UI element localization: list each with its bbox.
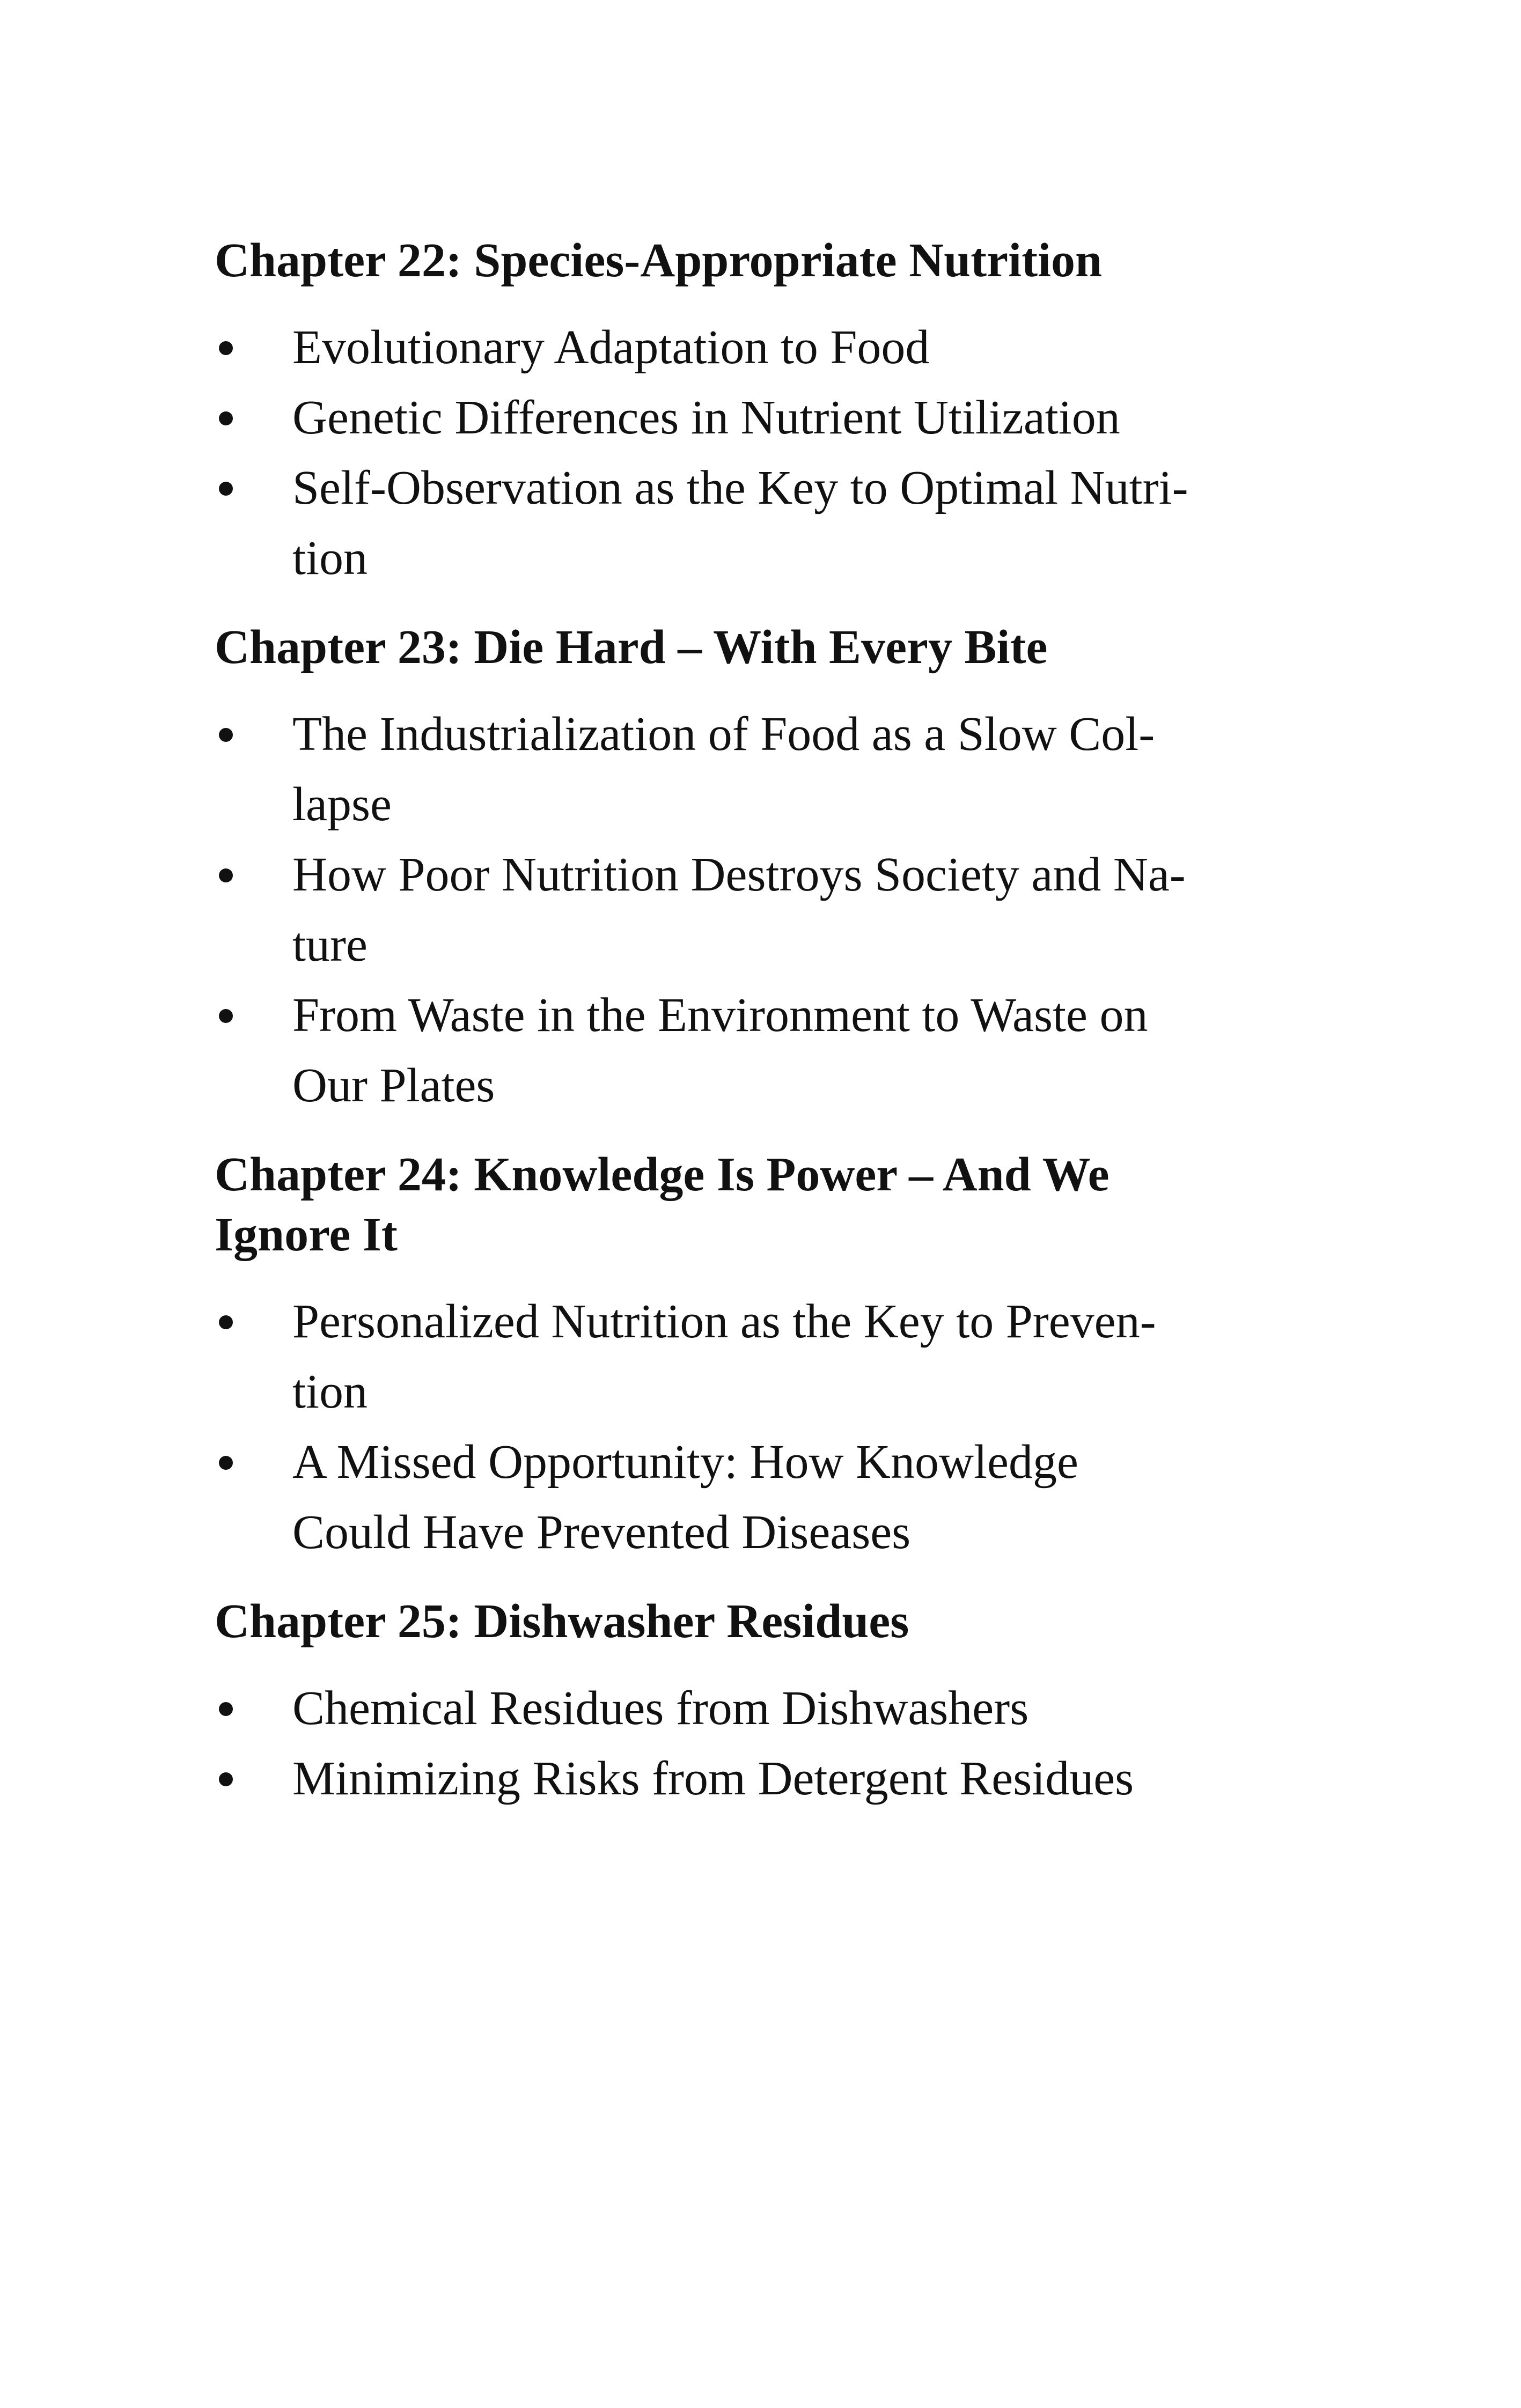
chapter-heading-line: Chapter 24: Knowledge Is Power – And We [215, 1148, 1109, 1201]
chapter-23-topic-list [215, 699, 1293, 1121]
topic-list-item [215, 382, 1293, 453]
topic-line: Personalized Nutrition as the Key to Preven- [292, 1295, 1156, 1348]
bullet-icon [219, 728, 233, 742]
topic-list-item [215, 1743, 1293, 1814]
chapter-24-topic-list [215, 1286, 1293, 1567]
topic-line: A Missed Opportunity: How Knowledge [292, 1435, 1078, 1489]
bullet-icon [219, 411, 233, 425]
chapter-heading-line: Chapter 22: Species-Appropriate Nutrition [215, 234, 1103, 287]
topic-line: Self-Observation as the Key to Optimal Nutri- [292, 461, 1188, 514]
topic-list-item [215, 1673, 1293, 1743]
bullet-icon [219, 1009, 233, 1023]
chapter-25-section [215, 1592, 1293, 1814]
topic-list-item [215, 840, 1293, 980]
bullet-icon [219, 1315, 233, 1329]
chapter-25-heading [215, 1592, 1293, 1652]
chapter-24-section [215, 1145, 1293, 1567]
chapter-23-heading [215, 617, 1293, 678]
topic-line: Evolutionary Adaptation to Food [292, 321, 930, 374]
topic-line: Chemical Residues from Dishwashers [292, 1682, 1029, 1735]
topic-line: tion [292, 532, 368, 585]
topic-list-item [215, 699, 1293, 840]
chapter-22-section [215, 231, 1293, 593]
topic-line: How Poor Nutrition Destroys Society and Na- [292, 848, 1186, 901]
topic-list-item [215, 453, 1293, 593]
topic-list-item [215, 1427, 1293, 1567]
bullet-icon [219, 482, 233, 496]
topic-line: From Waste in the Environment to Waste on [292, 989, 1148, 1042]
topic-line: ture [292, 918, 368, 971]
topic-line: Minimizing Risks from Detergent Residues [292, 1752, 1134, 1805]
topic-line: lapse [292, 778, 392, 831]
chapter-23-section [215, 617, 1293, 1121]
bullet-icon [219, 868, 233, 882]
bullet-icon [219, 1702, 233, 1716]
chapter-22-topic-list [215, 312, 1293, 593]
chapter-heading-line: Chapter 25: Dishwasher Residues [215, 1595, 909, 1648]
topic-line: Could Have Prevented Diseases [292, 1506, 911, 1559]
topic-line: The Industrialization of Food as a Slow Col- [292, 708, 1155, 761]
chapter-24-heading [215, 1145, 1293, 1265]
topic-line: Genetic Differences in Nutrient Utilization [292, 391, 1120, 444]
bullet-icon [219, 341, 233, 355]
chapter-25-topic-list [215, 1673, 1293, 1814]
topic-line: tion [292, 1365, 368, 1418]
topic-list-item [215, 312, 1293, 382]
bullet-icon [219, 1456, 233, 1470]
topic-list-item [215, 1286, 1293, 1427]
table-of-contents-page [215, 231, 1293, 1838]
bullet-icon [219, 1772, 233, 1786]
chapter-heading-line: Ignore It [215, 1208, 398, 1261]
chapter-22-heading [215, 231, 1293, 291]
chapter-heading-line: Chapter 23: Die Hard – With Every Bite [215, 621, 1048, 674]
topic-list-item [215, 980, 1293, 1121]
topic-line: Our Plates [292, 1059, 495, 1112]
